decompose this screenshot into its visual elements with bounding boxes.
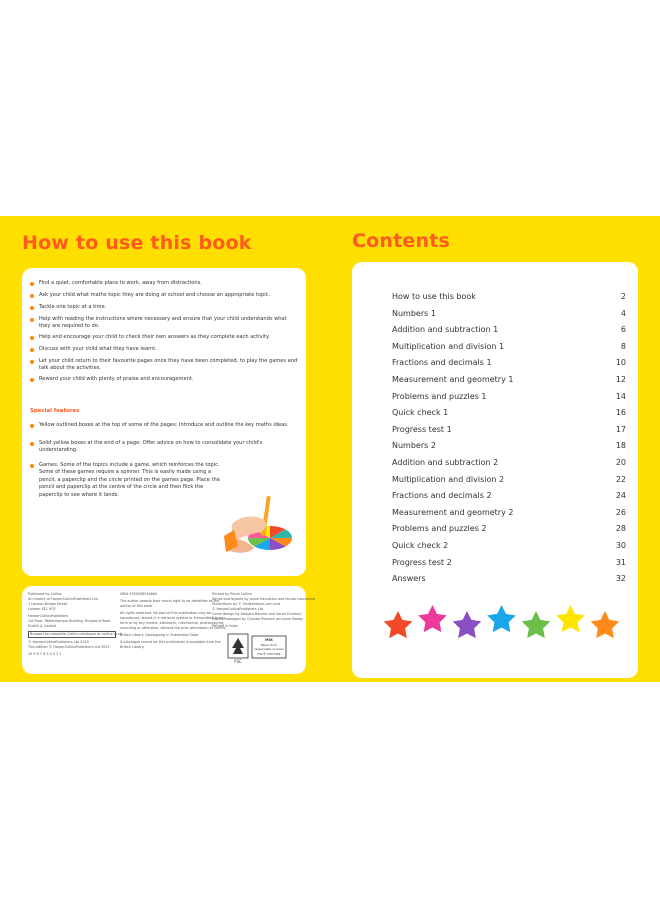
- bullet-icon: [30, 348, 34, 352]
- catalogue-link[interactable]: Browse the complete Collins catalogue at collins.co.uk: [30, 632, 123, 636]
- list-item: Ask your child what maths topic they are doing at school and choose an appropriate topic.: [30, 292, 298, 299]
- list-item: Help and encourage your child to check their own answers as they complete each activity.: [30, 334, 298, 341]
- bullet-icon: [30, 378, 34, 382]
- contents-item-title: How to use this book: [392, 292, 476, 301]
- contents-row[interactable]: [392, 321, 626, 338]
- contents-item-title: Fractions and decimals 2: [392, 491, 492, 501]
- contents-row[interactable]: [392, 421, 626, 438]
- contents-item-title: Problems and puzzles 1: [392, 391, 487, 401]
- spinner-hand-illustration: [224, 490, 298, 560]
- contents-item-page: 14: [615, 391, 626, 401]
- contents-item-title: Answers: [392, 574, 426, 584]
- bullet-icon: [30, 360, 34, 364]
- contents-item-page: 18: [615, 441, 626, 451]
- svg-text:MIX: MIX: [265, 638, 273, 642]
- contents-row[interactable]: [392, 338, 626, 355]
- contents-row[interactable]: [392, 537, 626, 554]
- contents-item-title: Addition and subtraction 1: [392, 325, 499, 335]
- contents-item-page: 31: [615, 557, 626, 567]
- star-icon: [384, 611, 413, 638]
- contents-row[interactable]: [392, 305, 626, 322]
- contents-item-title: Numbers 2: [392, 441, 436, 451]
- contents-card: [352, 262, 638, 678]
- bullet-icon: [30, 424, 34, 428]
- contents-item-page: 6: [620, 325, 626, 335]
- credits-column-2: ISBN 9780008534684 The author asserts their moral right to be identified as the author of this work. All rights reserved. No part of this publication may be reproduced, stored in a retrieval system or transmitted in any form or by any means, electronic, mechanical, photocopying, recording or otherwise, without the prior permission of Collins. British Library Cataloguing in Publication Data A catalogue record for this publication is available from the British Library.: [120, 592, 227, 649]
- contents-item-title: Problems and puzzles 2: [392, 524, 487, 534]
- contents-item-title: Measurement and geometry 1: [392, 375, 514, 384]
- svg-text:FSC® C007454: FSC® C007454: [257, 652, 281, 656]
- list-item: Find a quiet, comfortable place to work, away from distractions.: [30, 280, 298, 287]
- contents-row[interactable]: [392, 288, 626, 305]
- contents-item-title: Progress test 1: [392, 424, 452, 434]
- credits-column-3: Printed by Ricoh Collins Series and layouts by Jouve Education and Nicola Lancashire Illustrations by © Shutterstock.com and © HarperCollinsPublishers Ltd Cover design by Amparo Barrera and Sarah Duxbury Project managed by Chantal Peacock and Jane Moody Printed in India: [212, 592, 316, 628]
- fsc-label: FSC: [234, 659, 242, 664]
- bullet-icon: [30, 318, 34, 322]
- contents-row[interactable]: [392, 437, 626, 454]
- list-item: Help with reading the instructions where necessary and ensure that your child understands what they are required to do.: [30, 316, 298, 331]
- list-item: Reward your child with plenty of praise and encouragement.: [30, 376, 298, 383]
- book-spread: [0, 216, 660, 682]
- contents-item-page: 30: [615, 541, 626, 550]
- contents-item-title: Multiplication and division 1: [392, 341, 505, 351]
- bullet-icon: [30, 294, 34, 298]
- svg-text:Paper from: Paper from: [260, 643, 278, 647]
- fsc-logo: [218, 632, 298, 666]
- star-icon: [556, 605, 585, 632]
- contents-item-page: 8: [620, 341, 626, 351]
- svg-text:responsible sources: responsible sources: [254, 647, 284, 651]
- contents-item-title: Addition and subtraction 2: [392, 458, 499, 467]
- bullet-icon: [30, 336, 34, 340]
- bullet-icon: [30, 464, 34, 468]
- star-icon: [453, 611, 482, 638]
- list-item: Let your child return to their favourite pages once they have been completed, to play the games and talk about the activities.: [30, 358, 298, 373]
- contents-item-page: 17: [615, 424, 626, 434]
- contents-item-page: 24: [615, 491, 626, 501]
- contents-item-page: 4: [620, 308, 626, 318]
- contents-item-title: Quick check 2: [392, 541, 449, 550]
- contents-item-page: 10: [615, 358, 626, 368]
- star-icon: [487, 605, 516, 632]
- list-item: Discuss with your child what they have learnt.: [30, 346, 298, 353]
- contents-row[interactable]: [392, 371, 626, 388]
- contents-row[interactable]: [392, 504, 626, 521]
- special-features-heading: Special features: [30, 408, 80, 414]
- contents-row[interactable]: [392, 454, 626, 471]
- contents-item-page: 16: [615, 408, 626, 418]
- bullet-icon: [30, 306, 34, 310]
- list-item: Tackle one topic at a time.: [30, 304, 298, 311]
- contents-item-title: Progress test 2: [392, 557, 452, 567]
- how-to-use-card: [22, 268, 306, 576]
- contents-item-page: 20: [615, 458, 626, 467]
- contents-heading: Contents: [352, 230, 451, 252]
- contents-item-page: 32: [615, 574, 626, 584]
- star-icon: [591, 611, 620, 638]
- contents-item-page: 28: [615, 524, 626, 534]
- contents-item-title: Numbers 1: [392, 308, 436, 318]
- bullet-icon: [30, 442, 34, 446]
- star-icon: [522, 611, 551, 638]
- contents-item-page: 2: [620, 292, 626, 301]
- contents-row[interactable]: [392, 520, 626, 537]
- decorative-stars: [380, 602, 620, 642]
- contents-row[interactable]: [392, 404, 626, 421]
- contents-item-page: 22: [615, 474, 626, 484]
- how-to-use-heading: How to use this book: [22, 232, 252, 254]
- contents-item-title: Quick check 1: [392, 408, 449, 418]
- list-item: Solid yellow boxes at the end of a page: Offer advice on how to consolidate your child's understanding.: [30, 440, 298, 455]
- list-item: Yellow outlined boxes at the top of some of the pages: Introduce and outline the key maths ideas.: [30, 422, 298, 429]
- list-item: Games: Some of the topics include a game, which reinforces the topic. Some of these games require a spinner. This is easily made using a pencil, a paperclip and the circle printed on the games page. Place the pencil and paperclip at the centre of the circle and then flick the paperclip to see where it lands.: [30, 462, 220, 499]
- contents-item-page: 12: [615, 375, 626, 384]
- contents-item-title: Fractions and decimals 1: [392, 358, 492, 368]
- contents-row[interactable]: [392, 554, 626, 571]
- contents-row[interactable]: [392, 471, 626, 488]
- contents-row[interactable]: [392, 487, 626, 504]
- bullet-icon: [30, 282, 34, 286]
- contents-item-page: 26: [615, 507, 626, 517]
- credits-card: [22, 586, 316, 674]
- contents-row[interactable]: [392, 354, 626, 371]
- contents-row[interactable]: [392, 570, 626, 587]
- contents-item-title: Measurement and geometry 2: [392, 507, 514, 517]
- contents-row[interactable]: [392, 388, 626, 405]
- star-icon: [418, 605, 447, 632]
- contents-item-title: Multiplication and division 2: [392, 474, 505, 484]
- credits-column-1: Published by Collins An imprint of HarperCollinsPublishers Ltd 1 London Bridge Street London SE1 9GF HarperCollinsPublishers 1st Floor, Watermarque Building, Ringsend Road Dublin 4, Ireland Browse the complete Collins catalogue at collins.co.uk © HarperCollinsPublishers Ltd 2015 This edition © HarperCollinsPublishers Ltd 2023 10 9 8 7 6 5 4 3 2 1: [28, 592, 123, 656]
